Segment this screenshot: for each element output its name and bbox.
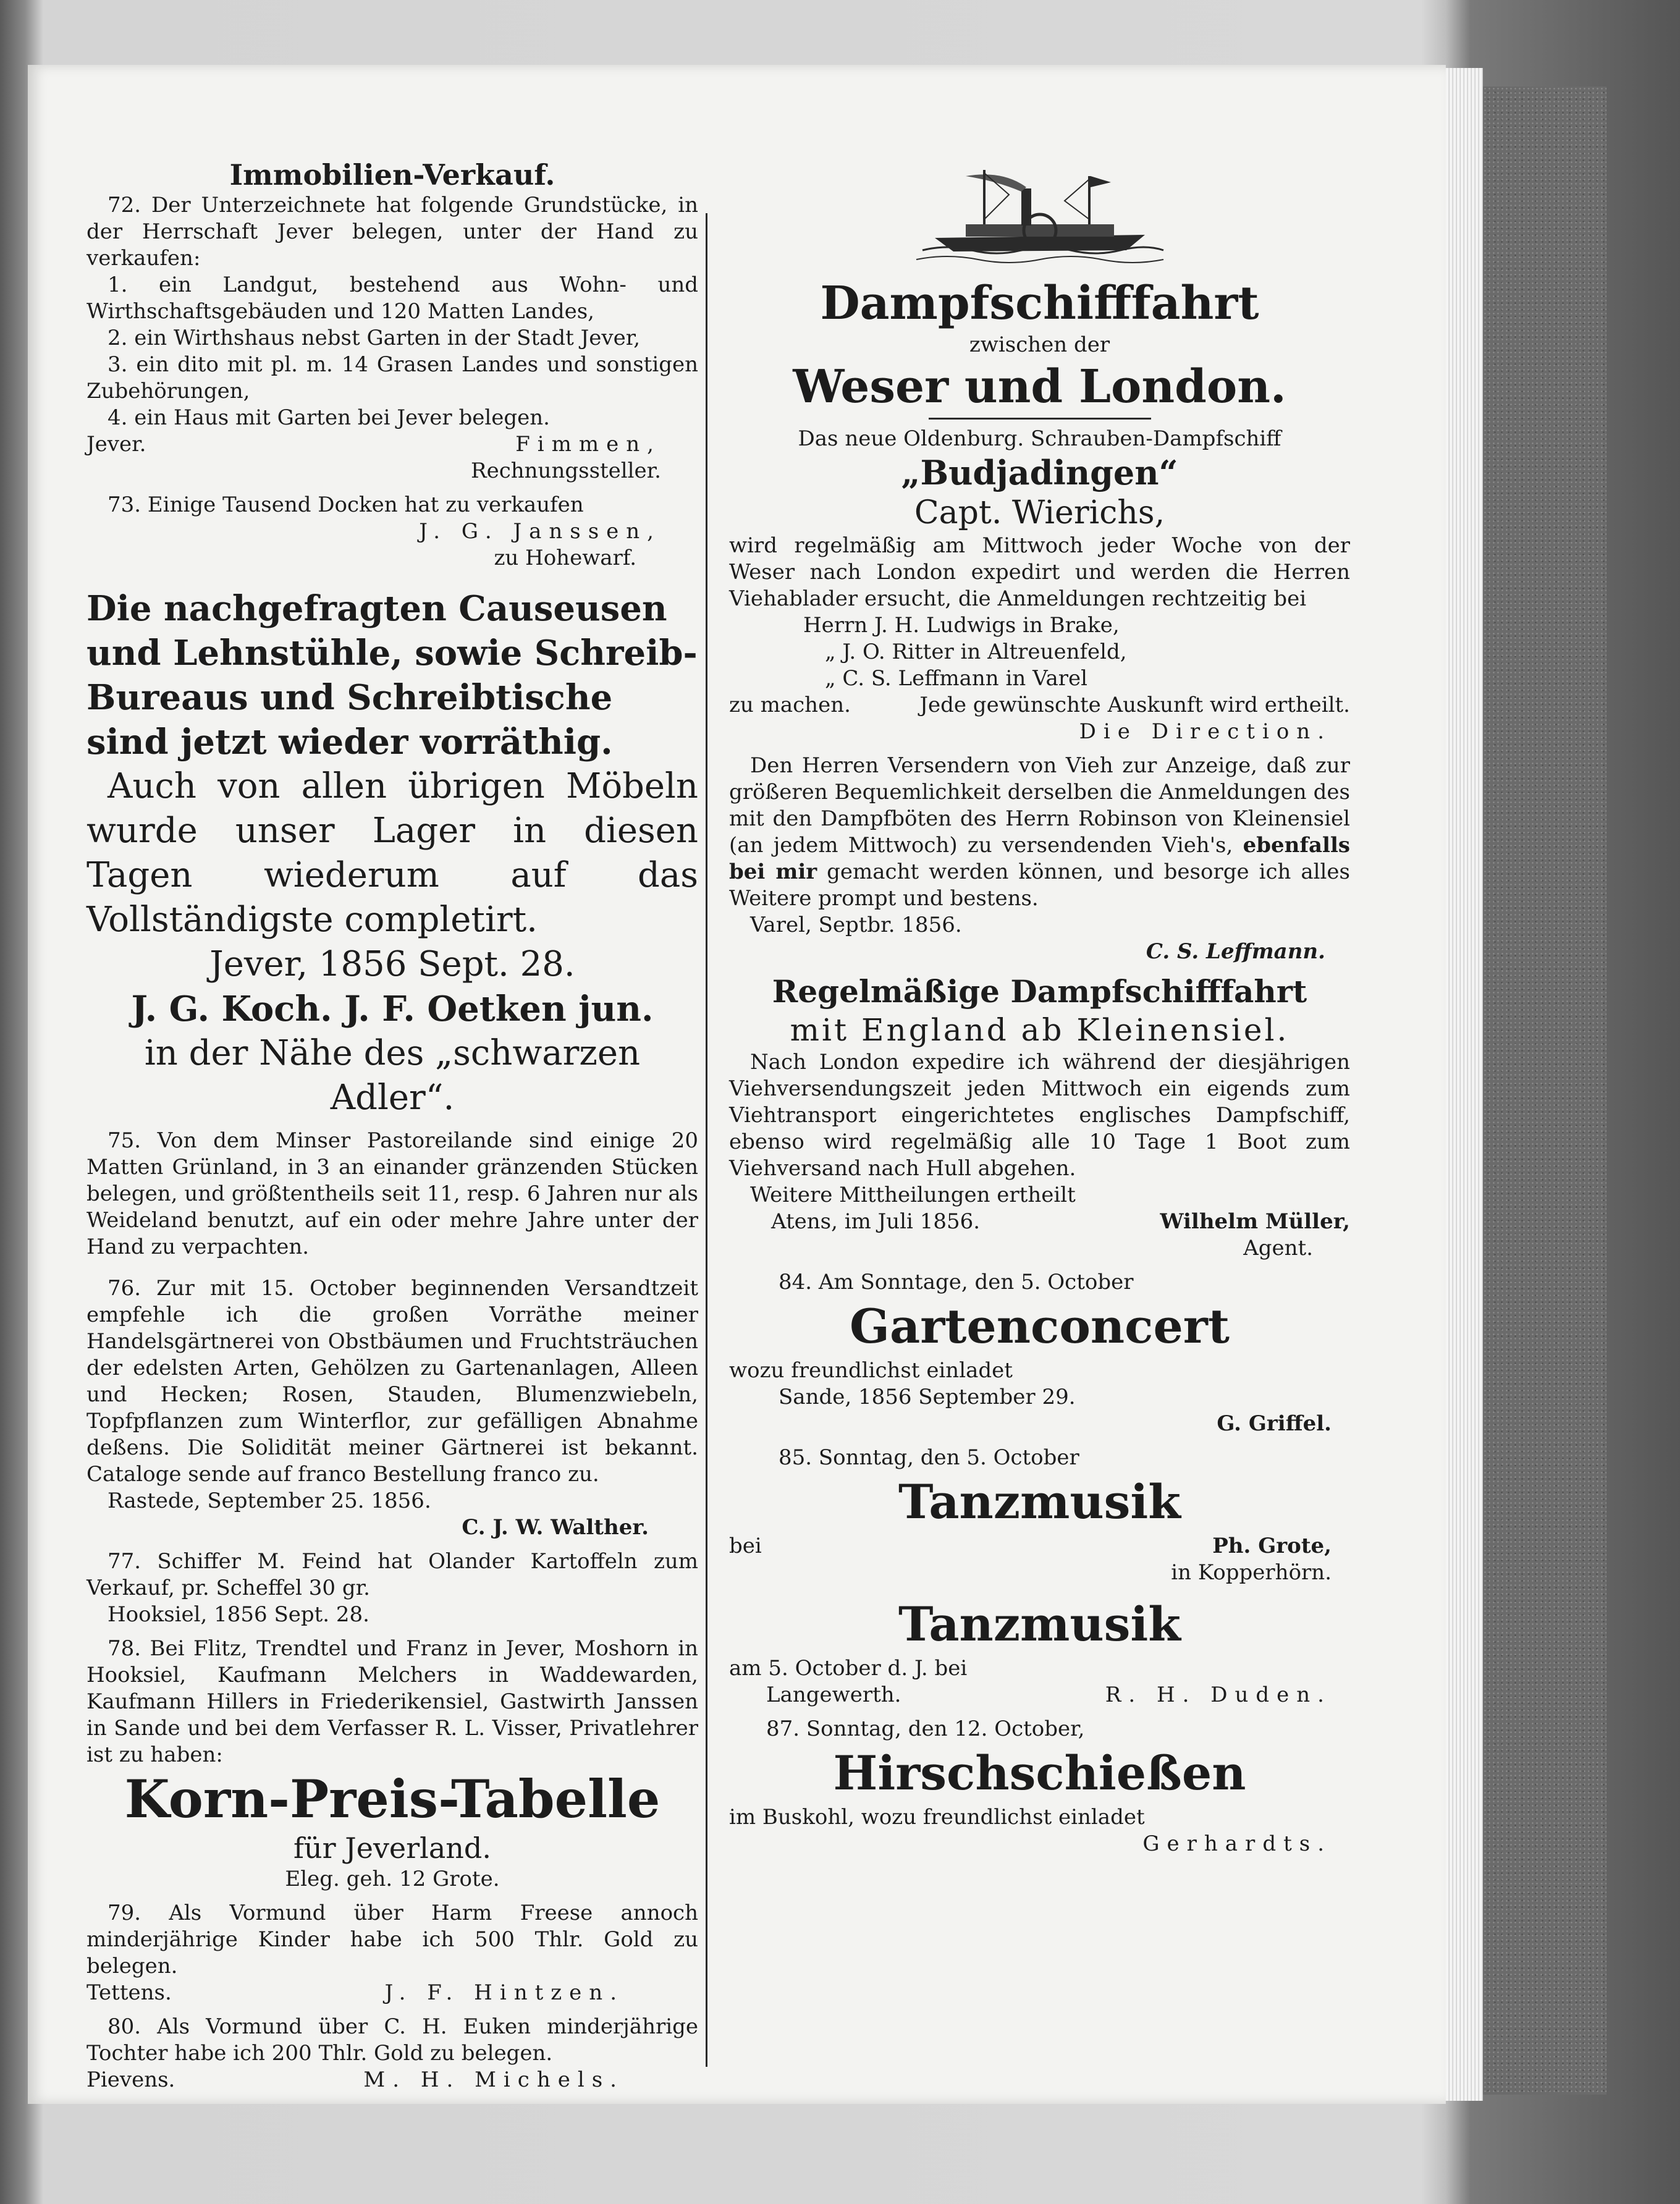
ad-72-item-4: 4. ein Haus mit Garten bei Jever belegen.: [108, 405, 550, 430]
ad-72-item-1: 1. ein Landgut, bestehend aus Wohn- und Wirthschaftsgebäuden und 120 Matten Landes,: [87, 272, 698, 324]
ad-85-signer: Ph. Grote,: [1212, 1534, 1332, 1558]
ad-84-invite: wozu freundlichst einladet: [729, 1358, 1013, 1383]
book-cover: [1483, 87, 1606, 2095]
ad-76-signer: C. J. W. Walther.: [462, 1515, 649, 1540]
dampf-between: zwischen der: [969, 332, 1110, 357]
dampf-underline: [929, 418, 1151, 420]
dampf-agent-2: „ J. O. Ritter in Altreuenfeld,: [825, 640, 1127, 664]
ad-79-signer: J. F. Hintzen.: [384, 1980, 624, 2005]
england-title-2: mit England ab Kleinensiel.: [790, 1012, 1290, 1048]
england-more: Weitere Mittheilungen ertheilt: [750, 1183, 1076, 1207]
ad-85-line: 85. Sonntag, den 5. October: [779, 1445, 1079, 1470]
ad-78-text: 78. Bei Flitz, Trendtel und Franz in Jever, Moshorn in Hooksiel, Kaufmann Melchers in Waddewarden, Kaufmann Hillers in Friederikensiel, Gastwirth Janssen in Sande und bei dem Verfasser R. L. Visser, Privatlehrer ist zu haben:: [87, 1636, 698, 1767]
right-column: [729, 158, 1350, 1857]
dampf-ship-name: „Budjadingen“: [901, 453, 1178, 492]
ad-72-signer-title: Rechnungssteller.: [471, 458, 661, 483]
leffmann-text-a: Den Herren Versendern von Vieh zur Anzeige, daß zur größeren Bequemlichkeit derselben die Anmeldungen des mit den Dampfböten des Herrn Robinson von Kleinensiel (an jedem Mittwoch) zu versendenden Vieh's,: [729, 753, 1350, 858]
england-title-1: Regelmäßige Dampfschifffahrt: [772, 973, 1307, 1010]
newspaper-page: [28, 65, 1446, 2104]
ad-77-date: Hooksiel, 1856 Sept. 28.: [108, 1602, 369, 1627]
england-date: Atens, im Juli 1856.: [771, 1209, 981, 1234]
dampf-closing: [729, 692, 1350, 719]
ad-72-text: 72. Der Unterzeichnete hat folgende Grundstücke, in der Herrschaft Jever belegen, unter der Hand zu verkaufen:: [87, 193, 698, 271]
steamship-illustration: [729, 158, 1350, 275]
ad-72-item-2: 2. ein Wirthshaus nebst Garten in der Stadt Jever,: [108, 326, 641, 350]
leffmann-text: [729, 753, 1350, 912]
ad-86-signer: R. H. Duden.: [1105, 1683, 1332, 1707]
column-rule: [706, 213, 707, 2067]
leffmann-text-b: gemacht werden können, und besorge ich alles Weitere prompt und bestens.: [729, 859, 1350, 911]
ad-87-signer: Gerhardts.: [1142, 1831, 1332, 1856]
ad-86-signature: [729, 1682, 1350, 1708]
dampf-closing-text: Jede gewünschte Auskunft wird ertheilt.: [919, 693, 1350, 717]
korn-preis-tabelle-price: Eleg. geh. 12 Grote.: [285, 1867, 500, 1891]
dampf-text: wird regelmäßig am Mittwoch jeder Woche von der Weser nach London expedirt und werden die Herren Viehablader ersucht, die Anmeldungen rechtzeitig bei: [729, 533, 1350, 611]
ad-86-place: Langewerth.: [766, 1683, 901, 1707]
ad-72-signature: [87, 431, 698, 458]
england-signer-title: Agent.: [1243, 1236, 1313, 1260]
tanzmusik-title-1: Tanzmusik: [898, 1474, 1181, 1529]
moebel-location: in der Nähe des „schwarzen Adler“.: [144, 1033, 641, 1118]
ad-84-date: Sande, 1856 September 29.: [779, 1385, 1076, 1409]
ad-77-text: 77. Schiffer M. Feind hat Olander Kartoffeln zum Verkauf, pr. Scheffel 30 gr.: [87, 1549, 698, 1600]
ad-72-item-3: 3. ein dito mit pl. m. 14 Grasen Landes und sonstigen Zubehörungen,: [87, 352, 698, 403]
ad-80-text: 80. Als Vormund über C. H. Euken minderjährige Tochter habe ich 200 Thlr. Gold zu belegen.: [87, 2014, 698, 2066]
ad-84-signer: G. Griffel.: [1217, 1411, 1332, 1436]
ad-87-line: 87. Sonntag, den 12. October,: [766, 1716, 1085, 1741]
ad-79-place: Tettens.: [87, 1980, 172, 2005]
ad-79-text: 79. Als Vormund über Harm Freese annoch minderjährige Kinder habe ich 500 Thlr. Gold zu belegen.: [87, 1901, 698, 1978]
ad-86-line: am 5. October d. J. bei: [729, 1656, 968, 1681]
moebel-firm: J. G. Koch. J. F. Oetken jun.: [131, 989, 654, 1029]
england-text: Nach London expedire ich während der diesjährigen Viehversendungszeit jeden Mittwoch ein eigends zum Viehtransport eingerichtetes englisches Dampfschiff, ebenso wird regelmäßig alle 10 Tage 1 Boot zum Viehversand nach Hull abgehen.: [729, 1050, 1350, 1181]
ad-84-line: 84. Am Sonntage, den 5. October: [779, 1270, 1134, 1294]
dampf-route: Weser und London.: [793, 360, 1286, 413]
dampf-closing-left: zu machen.: [729, 693, 851, 717]
dampf-signer: Die Direction.: [1079, 719, 1332, 744]
ad-75-text: 75. Von dem Minser Pastoreilande sind einige 20 Matten Grünland, in 3 an einander gränzenden Stücken belegen, und größtentheils seit 11, resp. 6 Jahren nur als Weideland benutzt, auf ein oder mehre Jahre unter der Hand zu verpachten.: [87, 1128, 698, 1259]
ad-79-signature: [87, 1980, 698, 2006]
tanzmusik-title-2: Tanzmusik: [898, 1597, 1181, 1652]
left-column: [87, 158, 698, 2093]
ad-73-text: 73. Einige Tausend Docken hat zu verkaufen: [108, 492, 584, 517]
immobilien-heading: Immobilien-Verkauf.: [229, 158, 555, 192]
korn-preis-tabelle-title: Korn-Preis-Tabelle: [124, 1768, 661, 1830]
moebel-text-2: Auch von allen übrigen Möbeln wurde unser Lager in diesen Tagen wiederum auf das Vollständigste completirt.: [87, 766, 698, 940]
ad-76-text: 76. Zur mit 15. October beginnenden Versandtzeit empfehle ich die großen Vorräthe meiner Handelsgärtnerei von Obstbäumen und Fruchtsträuchen der edelsten Arten, Gehölzen zu Gartenanlagen, Alleen und Hecken; Rosen, Stauden, Blumenzwiebeln, Topfpflanzen zum Winterflor, zur gefälligen Abnahme deßens. Die Solidität meiner Gärtnerei ist bekannt. Cataloge sende auf franco Bestellung franco zu.: [87, 1276, 698, 1487]
dampf-agent-3: „ C. S. Leffmann in Varel: [825, 666, 1088, 691]
ad-80-signer: M. H. Michels.: [363, 2067, 624, 2092]
ad-73-signer: J. G. Janssen,: [419, 519, 661, 544]
ad-80-place: Pievens.: [87, 2067, 175, 2092]
dampf-agent-1: Herrn J. H. Ludwigs in Brake,: [803, 613, 1120, 638]
ad-76-date: Rastede, September 25. 1856.: [108, 1488, 431, 1513]
england-signer: Wilhelm Müller,: [1160, 1209, 1350, 1234]
ad-85-signature: [729, 1533, 1350, 1560]
ad-80-signature: [87, 2067, 698, 2093]
england-signature: [729, 1209, 1350, 1235]
korn-preis-tabelle-subtitle: für Jeverland.: [293, 1831, 491, 1865]
ad-85-at: bei: [729, 1534, 762, 1558]
dampfschifffahrt-title: Dampfschifffahrt: [820, 277, 1259, 330]
ad-72-place: Jever.: [87, 432, 146, 457]
moebel-text-1: Die nachgefragten Causeusen und Lehnstühle, sowie Schreib-Bureaus und Schreibtische sind jetzt wieder vorräthig.: [87, 588, 698, 762]
gartenconcert-title: Gartenconcert: [850, 1299, 1230, 1354]
ad-73-place: zu Hohewarf.: [494, 546, 636, 570]
leffmann-signer: C. S. Leffmann.: [1146, 939, 1325, 964]
ad-85-place: in Kopperhörn.: [1171, 1560, 1332, 1585]
page-stack-edge: [1446, 68, 1483, 2101]
steamship-icon: [910, 158, 1170, 269]
dampf-intro: Das neue Oldenburg. Schrauben-Dampfschiff: [798, 426, 1281, 451]
hirschschiessen-title: Hirschschießen: [833, 1746, 1246, 1801]
dampf-captain: Capt. Wierichs,: [914, 494, 1165, 531]
ad-72-signer: Fimmen,: [515, 432, 661, 457]
leffmann-text-bold: ebenfalls bei mir: [729, 833, 1350, 884]
leffmann-date: Varel, Septbr. 1856.: [750, 913, 962, 937]
moebel-date: Jever, 1856 Sept. 28.: [209, 944, 575, 984]
ad-87-text: im Buskohl, wozu freundlichst einladet: [729, 1805, 1145, 1830]
